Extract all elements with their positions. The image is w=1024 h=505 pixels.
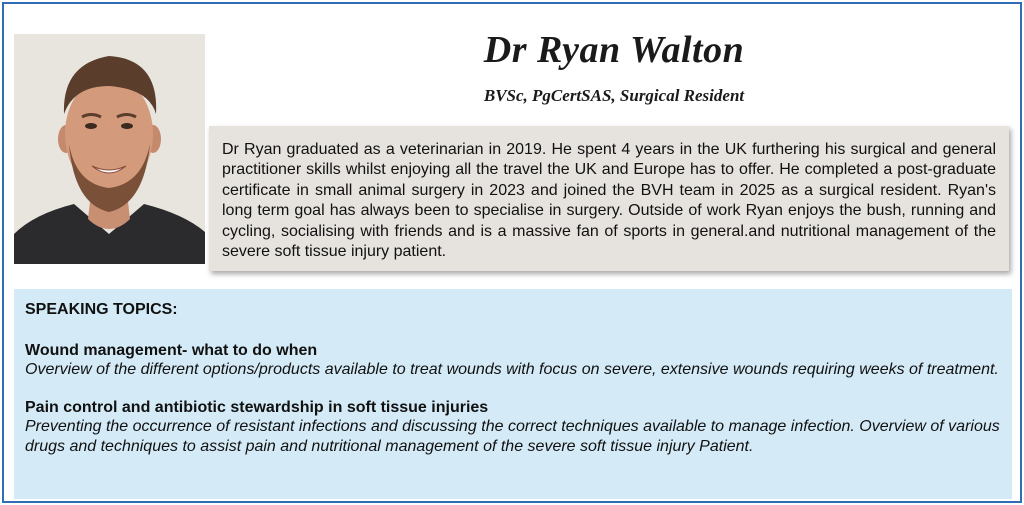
speaker-photo (14, 34, 205, 264)
topic-title: Wound management- what to do when (25, 342, 318, 359)
topic-item (25, 341, 1000, 380)
topic-description: Preventing the occurrence of resistant infections and discussing the correct techniques available to manage infection. Overview of various drugs and techniques to assist pain and nutritional management of the severe soft tissue injury Patient. (25, 418, 1000, 455)
speaking-topics-heading: SPEAKING TOPICS: (25, 301, 178, 318)
speaker-card (2, 2, 1022, 503)
topic-title: Pain control and antibiotic stewardship in soft tissue injuries (25, 399, 489, 416)
speaker-name: Dr Ryan Walton (483, 29, 745, 71)
speaker-credentials: BVSc, PgCertSAS, Surgical Resident (483, 86, 745, 105)
speaking-topics-panel (14, 289, 1012, 499)
topic-item (25, 398, 1000, 457)
topic-description: Overview of the different options/products available to treat wounds with focus on severe, extensive wounds requiring weeks of treatment. (25, 361, 999, 378)
speaker-bio: Dr Ryan graduated as a veterinarian in 2019. He spent 4 years in the UK furthering his surgical and general practitioner skills whilst enjoying all the travel the UK and Europe has to offer. He completed a post-graduate certificate in small animal surgery in 2023 and joined the BVH team in 2025 as a surgical resident. Ryan's long term goal has always been to specialise in surgery. Outside of work Ryan enjoys the bush, running and cycling, socialising with friends and is a massive fan of sports in general.and nutritional management of the severe soft tissue injury patient. (209, 126, 1009, 271)
